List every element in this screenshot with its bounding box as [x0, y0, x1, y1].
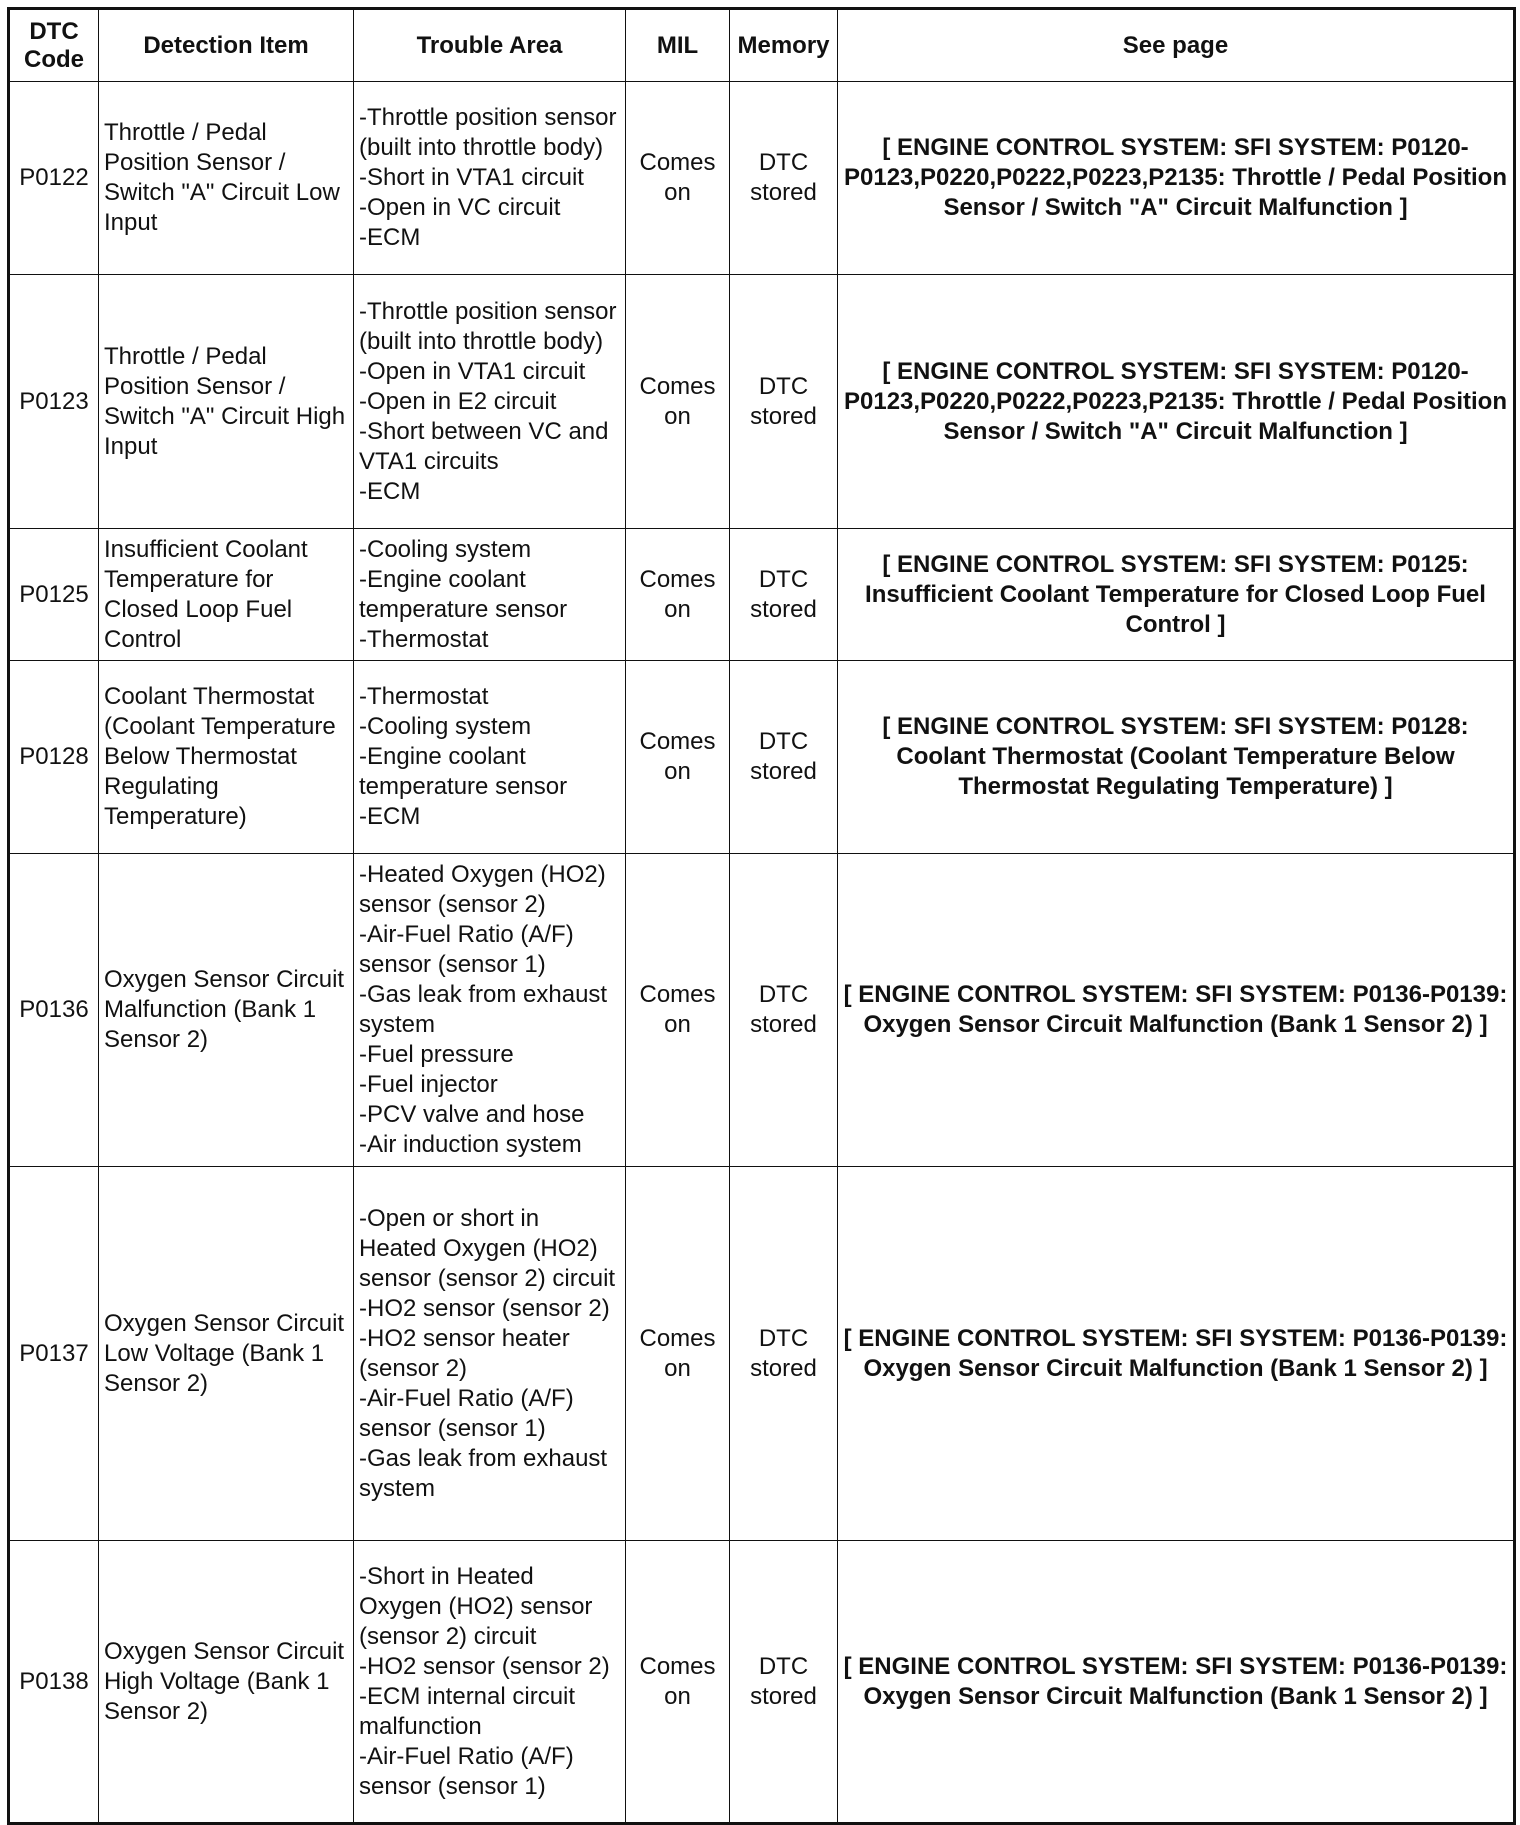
memory-status: DTC stored: [730, 854, 838, 1167]
trouble-area-line: -Gas leak from exhaust system: [359, 981, 608, 1038]
detection-item: Oxygen Sensor Circuit Low Voltage (Bank 1 Sensor 2): [99, 1167, 354, 1541]
header-code: DTC Code: [9, 9, 99, 82]
trouble-area-line: -Short in Heated Oxygen (HO2) sensor (sensor 2) circuit: [359, 1562, 593, 1650]
dtc-code: P0123: [9, 275, 99, 529]
table-row: [9, 1541, 1515, 1824]
memory-status: DTC stored: [730, 275, 838, 529]
see-page-link[interactable]: [ ENGINE CONTROL SYSTEM: SFI SYSTEM: P0128: Coolant Thermostat (Coolant Temperature Below Thermostat Regulating Temperature) ]: [838, 661, 1515, 854]
detection-item: Throttle / Pedal Position Sensor / Switch "A" Circuit High Input: [99, 275, 354, 529]
mil-status: Comes on: [626, 1167, 730, 1541]
trouble-area-line: -Air-Fuel Ratio (A/F) sensor (sensor 1): [359, 1384, 574, 1442]
trouble-area-line: -PCV valve and hose: [359, 1101, 585, 1128]
table-row: [9, 529, 1515, 661]
table-row: [9, 854, 1515, 1167]
trouble-area-line: -ECM: [359, 477, 421, 505]
trouble-area-line: -Open in VTA1 circuit: [359, 357, 586, 385]
detection-item: Oxygen Sensor Circuit Malfunction (Bank 1 Sensor 2): [99, 854, 354, 1167]
memory-status: DTC stored: [730, 1541, 838, 1824]
table-row: [9, 661, 1515, 854]
dtc-code: P0136: [9, 854, 99, 1167]
trouble-area: [354, 661, 626, 854]
header-memory: Memory: [730, 9, 838, 82]
table-row: [9, 275, 1515, 529]
trouble-area: [354, 1167, 626, 1541]
trouble-area: [354, 82, 626, 275]
trouble-area: [354, 529, 626, 661]
mil-status: Comes on: [626, 275, 730, 529]
trouble-area-line: -Air-Fuel Ratio (A/F) sensor (sensor 1): [359, 1742, 574, 1800]
mil-status: Comes on: [626, 661, 730, 854]
trouble-area-line: -Throttle position sensor (built into throttle body): [359, 104, 617, 161]
dtc-code: P0138: [9, 1541, 99, 1824]
trouble-area-line: -Thermostat: [359, 683, 489, 710]
trouble-area-line: -Cooling system: [359, 713, 532, 740]
trouble-area-line: -Gas leak from exhaust system: [359, 1444, 608, 1502]
see-page-link[interactable]: [ ENGINE CONTROL SYSTEM: SFI SYSTEM: P0136-P0139: Oxygen Sensor Circuit Malfunction (Bank 1 Sensor 2) ]: [838, 1167, 1515, 1541]
trouble-area-line: -HO2 sensor (sensor 2): [359, 1652, 610, 1680]
trouble-area-line: -Open or short in Heated Oxygen (HO2) sensor (sensor 2) circuit: [359, 1204, 616, 1292]
trouble-area-line: -Air-Fuel Ratio (A/F) sensor (sensor 1): [359, 921, 574, 978]
trouble-area: [354, 854, 626, 1167]
detection-item: Oxygen Sensor Circuit High Voltage (Bank 1 Sensor 2): [99, 1541, 354, 1824]
trouble-area-line: -HO2 sensor (sensor 2): [359, 1294, 610, 1322]
mil-status: Comes on: [626, 529, 730, 661]
detection-item: Insufficient Coolant Temperature for Closed Loop Fuel Control: [99, 529, 354, 661]
header-row: [9, 9, 1515, 82]
trouble-area-line: -Air induction system: [359, 1131, 582, 1158]
trouble-area-line: -Engine coolant temperature sensor: [359, 743, 568, 800]
table-row: [9, 82, 1515, 275]
trouble-area-line: -Fuel pressure: [359, 1041, 514, 1068]
memory-status: DTC stored: [730, 529, 838, 661]
trouble-area-line: -Fuel injector: [359, 1071, 498, 1098]
trouble-area-line: -ECM: [359, 224, 421, 251]
mil-status: Comes on: [626, 1541, 730, 1824]
mil-status: Comes on: [626, 82, 730, 275]
header-see-page: See page: [838, 9, 1515, 82]
trouble-area-line: -Cooling system: [359, 535, 532, 563]
trouble-area-line: -ECM internal circuit malfunction: [359, 1682, 576, 1740]
memory-status: DTC stored: [730, 1167, 838, 1541]
trouble-area-line: -Throttle position sensor (built into throttle body): [359, 297, 617, 355]
trouble-area-line: -ECM: [359, 803, 421, 830]
dtc-code: P0125: [9, 529, 99, 661]
memory-status: DTC stored: [730, 82, 838, 275]
mil-status: Comes on: [626, 854, 730, 1167]
memory-status: DTC stored: [730, 661, 838, 854]
see-page-link[interactable]: [ ENGINE CONTROL SYSTEM: SFI SYSTEM: P0125: Insufficient Coolant Temperature for Closed Loop Fuel Control ]: [838, 529, 1515, 661]
see-page-link[interactable]: [ ENGINE CONTROL SYSTEM: SFI SYSTEM: P0120-P0123,P0220,P0222,P0223,P2135: Throttle / Pedal Position Sensor / Switch "A" Circuit Malfunction ]: [838, 275, 1515, 529]
header-trouble-area: Trouble Area: [354, 9, 626, 82]
trouble-area-line: -Open in VC circuit: [359, 194, 561, 221]
header-mil: MIL: [626, 9, 730, 82]
trouble-area-line: -HO2 sensor heater (sensor 2): [359, 1324, 570, 1382]
table-row: [9, 1167, 1515, 1541]
trouble-area-line: -Short in VTA1 circuit: [359, 164, 584, 191]
see-page-link[interactable]: [ ENGINE CONTROL SYSTEM: SFI SYSTEM: P0136-P0139: Oxygen Sensor Circuit Malfunction (Bank 1 Sensor 2) ]: [838, 854, 1515, 1167]
trouble-area-line: -Thermostat: [359, 625, 489, 653]
detection-item: Throttle / Pedal Position Sensor / Switch "A" Circuit Low Input: [99, 82, 354, 275]
trouble-area-line: -Short between VC and VTA1 circuits: [359, 417, 609, 475]
see-page-link[interactable]: [ ENGINE CONTROL SYSTEM: SFI SYSTEM: P0136-P0139: Oxygen Sensor Circuit Malfunction (Bank 1 Sensor 2) ]: [838, 1541, 1515, 1824]
trouble-area: [354, 275, 626, 529]
see-page-link[interactable]: [ ENGINE CONTROL SYSTEM: SFI SYSTEM: P0120-P0123,P0220,P0222,P0223,P2135: Throttle / Pedal Position Sensor / Switch "A" Circuit Malfunction ]: [838, 82, 1515, 275]
dtc-code: P0122: [9, 82, 99, 275]
header-detection-item: Detection Item: [99, 9, 354, 82]
dtc-code: P0137: [9, 1167, 99, 1541]
detection-item: Coolant Thermostat (Coolant Temperature Below Thermostat Regulating Temperature): [99, 661, 354, 854]
table-body: [9, 82, 1515, 1824]
trouble-area: [354, 1541, 626, 1824]
trouble-area-line: -Heated Oxygen (HO2) sensor (sensor 2): [359, 861, 606, 918]
dtc-table: [7, 7, 1516, 1825]
trouble-area-line: -Engine coolant temperature sensor: [359, 565, 568, 623]
dtc-code: P0128: [9, 661, 99, 854]
trouble-area-line: -Open in E2 circuit: [359, 387, 557, 415]
